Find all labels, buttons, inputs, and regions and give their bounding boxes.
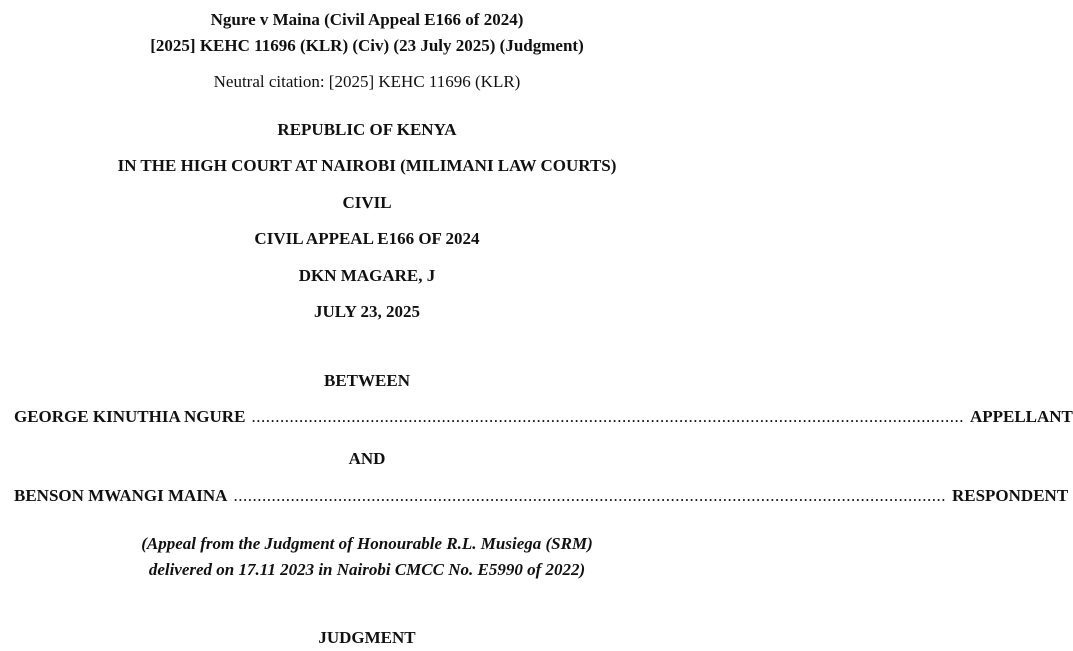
respondent-row <box>14 486 1069 505</box>
appeal-number: CIVIL APPEAL E166 OF 2024 <box>254 229 480 248</box>
appeal-note-line1: (Appeal from the Judgment of Honourable R.L. Musiega (SRM) <box>141 534 593 553</box>
case-citation: [2025] KEHC 11696 (KLR) (Civ) (23 July 2025) (Judgment) <box>150 36 584 55</box>
appeal-note-line2: delivered on 17.11 2023 in Nairobi CMCC No. E5990 of 2022) <box>148 560 586 579</box>
respondent-role: RESPONDENT <box>951 486 1069 505</box>
between-label: BETWEEN <box>324 371 410 390</box>
republic-heading: REPUBLIC OF KENYA <box>277 120 457 139</box>
judge-name: DKN MAGARE, J <box>298 266 436 285</box>
respondent-leader: ...................................................................................................................................................... <box>233 486 946 505</box>
case-title: Ngure v Maina (Civil Appeal E166 of 2024) <box>210 10 524 29</box>
appellant-role: APPELLANT <box>969 407 1073 426</box>
respondent-name: BENSON MWANGI MAINA <box>14 486 228 505</box>
neutral-citation: Neutral citation: [2025] KEHC 11696 (KLR) <box>213 72 521 91</box>
appellant-leader: ...................................................................................................................................................... <box>251 407 964 426</box>
appellant-row <box>14 407 1073 426</box>
court-name: IN THE HIGH COURT AT NAIROBI (MILIMANI LAW COURTS) <box>117 156 617 175</box>
judgment-date: JULY 23, 2025 <box>314 302 420 321</box>
appellant-name: GEORGE KINUTHIA NGURE <box>14 407 246 426</box>
and-label: AND <box>348 449 386 468</box>
division: CIVIL <box>342 193 392 212</box>
judgment-heading: JUDGMENT <box>318 628 416 647</box>
